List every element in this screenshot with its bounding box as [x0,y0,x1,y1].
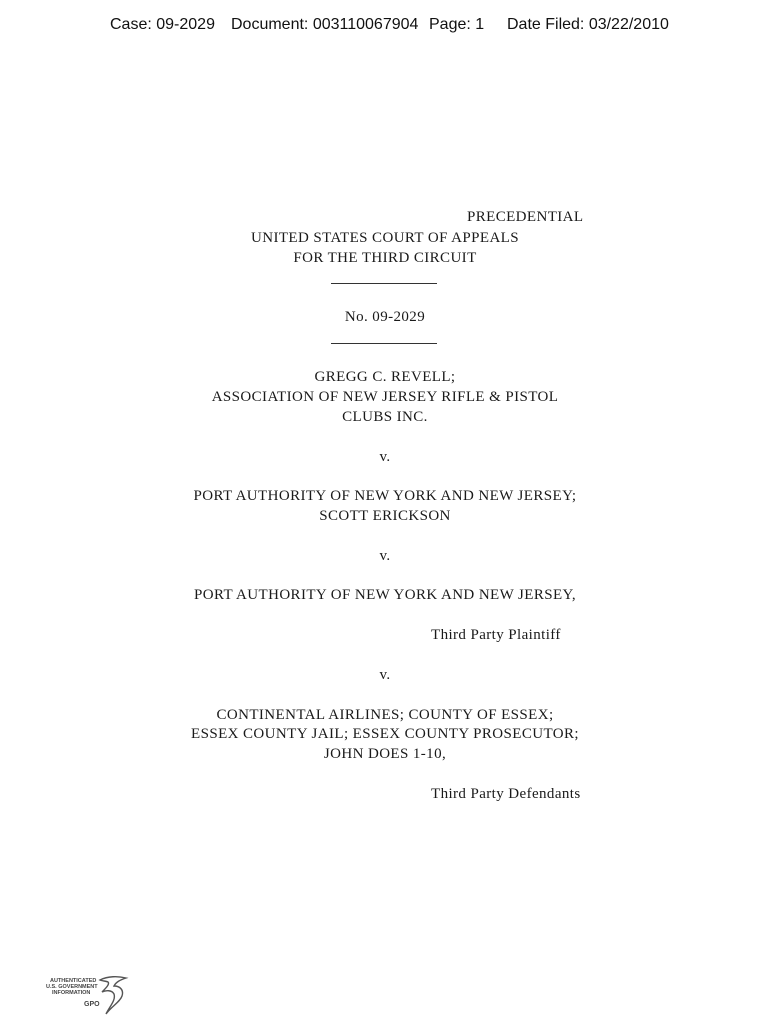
gpo-authentication-seal [44,974,130,1018]
document-number-header: Document: 003110067904 [231,16,419,33]
plaintiffs-line3: CLUBS INC. [342,409,428,425]
seal-text-line3: INFORMATION [52,990,91,996]
versus-1: v. [379,449,391,465]
case-number-header: Case: 09-2029 [110,16,215,33]
third-party-defendants-line2: ESSEX COUNTY JAIL; ESSEX COUNTY PROSECUTOR; [191,726,579,742]
third-party-defendants-role: Third Party Defendants [431,786,581,802]
third-party-defendants-line1: CONTINENTAL AIRLINES; COUNTY OF ESSEX; [216,707,554,723]
defendants-line2: SCOTT ERICKSON [319,508,451,524]
versus-3: v. [379,667,391,683]
page-number-header: Page: 1 [429,16,485,33]
case-number: No. 09-2029 [344,309,426,325]
defendants-line1: PORT AUTHORITY OF NEW YORK AND NEW JERSEY; [193,488,577,504]
third-party-defendants-line3: JOHN DOES 1-10, [323,746,447,762]
versus-2: v. [379,548,391,564]
seal-text-line1: AUTHENTICATED [50,978,97,984]
plaintiffs-line2: ASSOCIATION OF NEW JERSEY RIFLE & PISTOL [211,389,559,405]
seal-text-line4: GPO [84,1001,100,1008]
precedential-label: PRECEDENTIAL [467,209,584,225]
eagle-icon [96,974,130,1018]
seal-text-line2: U.S. GOVERNMENT [46,984,98,990]
filing-header [0,16,770,38]
third-party-plaintiff-name: PORT AUTHORITY OF NEW YORK AND NEW JERSEY, [193,587,577,603]
separator-rule [331,343,437,344]
date-filed-header: Date Filed: 03/22/2010 [507,16,669,33]
separator-rule [331,283,437,284]
third-party-plaintiff-role: Third Party Plaintiff [431,627,561,643]
court-name-line2: FOR THE THIRD CIRCUIT [293,250,477,266]
court-name-line1: UNITED STATES COURT OF APPEALS [251,230,519,246]
plaintiffs-line1: GREGG C. REVELL; [314,369,456,385]
